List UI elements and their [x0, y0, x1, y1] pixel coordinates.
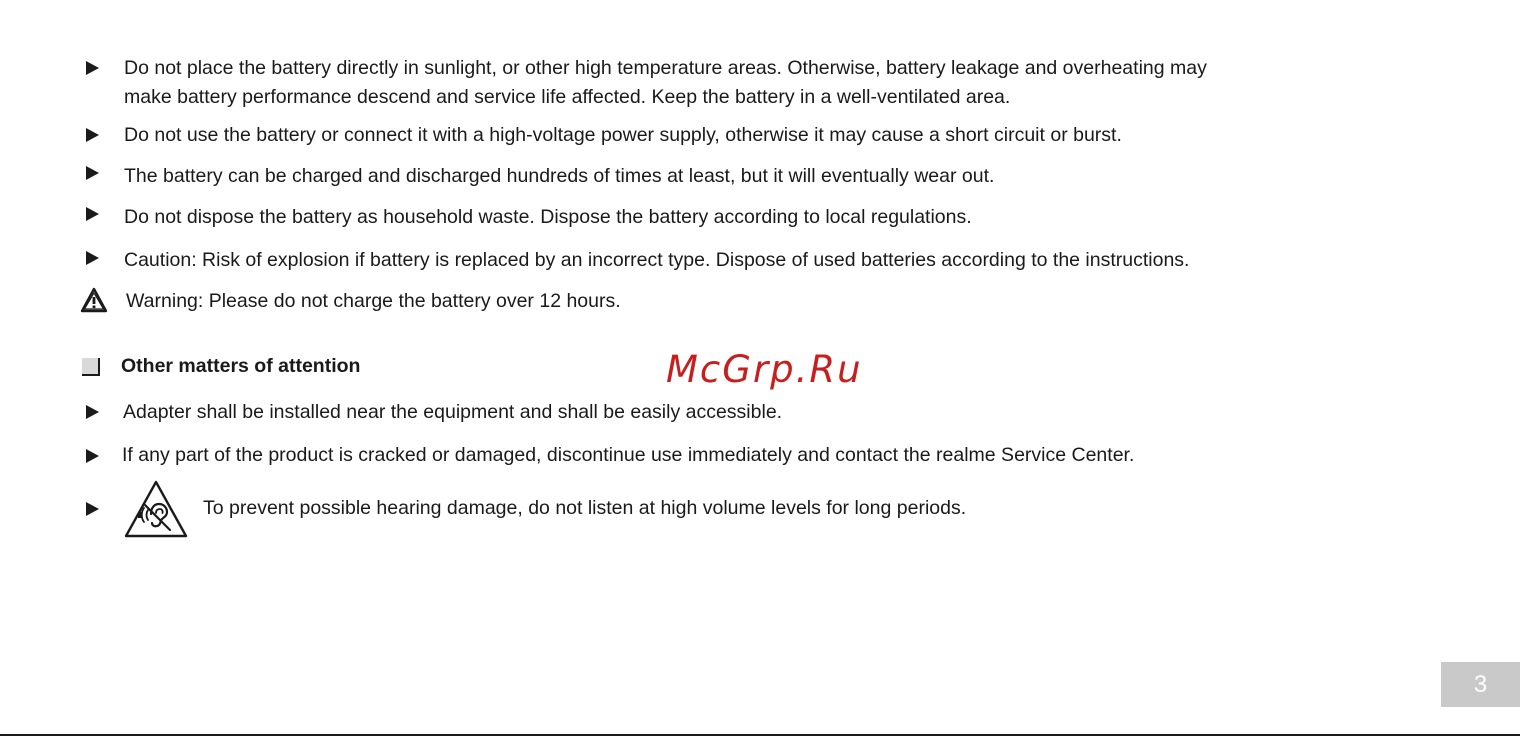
warning-text: Warning: Please do not charge the battery over 12 hours. — [126, 290, 621, 312]
item-text: Adapter shall be installed near the equipment and shall be easily accessible. — [123, 401, 783, 423]
item-text: If any part of the product is cracked or damaged, discontinue use immediately and contact the realme Service Center. — [122, 444, 1135, 466]
warning-triangle-icon — [80, 287, 108, 313]
triangle-bullet-icon — [86, 251, 99, 265]
item-text: Caution: Risk of explosion if battery is replaced by an incorrect type. Dispose of used batteries according to the instructions. — [124, 249, 1190, 271]
page-number: 3 — [1441, 662, 1520, 707]
bottom-rule — [0, 734, 1520, 736]
item-text: The battery can be charged and discharged hundreds of times at least, but it will eventually wear out. — [124, 165, 995, 187]
triangle-bullet-icon — [86, 61, 99, 75]
triangle-bullet-icon — [86, 502, 99, 516]
triangle-bullet-icon — [86, 166, 99, 180]
item-text: To prevent possible hearing damage, do not listen at high volume levels for long periods. — [203, 497, 967, 519]
item-text: make battery performance descend and service life affected. Keep the battery in a well-ventilated area. — [124, 86, 1011, 108]
triangle-bullet-icon — [86, 128, 99, 142]
item-text: Do not use the battery or connect it with a high-voltage power supply, otherwise it may cause a short circuit or burst. — [124, 124, 1122, 146]
triangle-bullet-icon — [86, 207, 99, 221]
item-text: Do not place the battery directly in sunlight, or other high temperature areas. Otherwise, battery leakage and overheating may — [124, 57, 1207, 79]
section-marker — [82, 358, 100, 376]
hearing-damage-icon — [124, 480, 188, 538]
section-title: Other matters of attention — [121, 355, 361, 377]
item-text: Do not dispose the battery as household waste. Dispose the battery according to local regulations. — [124, 206, 972, 228]
watermark: McGrp.Ru — [666, 348, 863, 391]
triangle-bullet-icon — [86, 449, 99, 463]
triangle-bullet-icon — [86, 405, 99, 419]
